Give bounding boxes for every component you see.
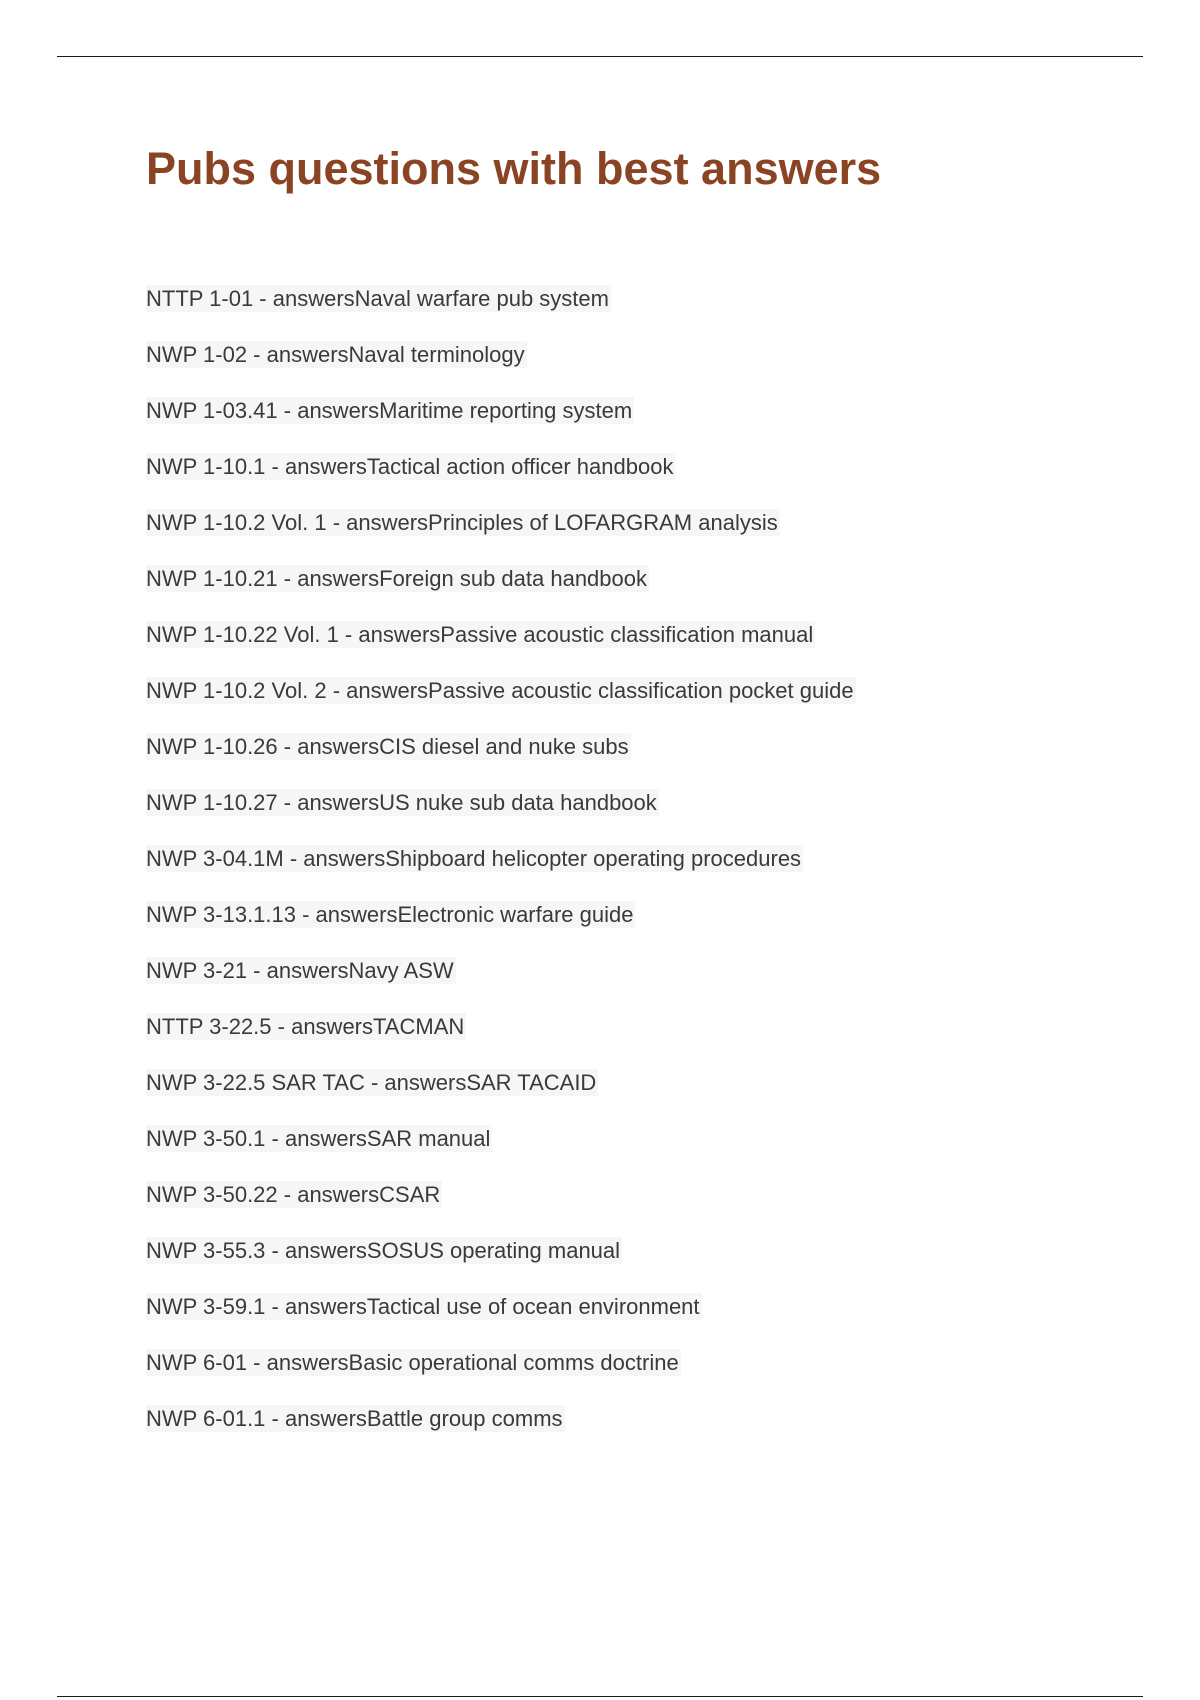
list-item-text: NWP 1-10.2 Vol. 1 - answersPrinciples of LOFARGRAM analysis (146, 510, 778, 535)
list-item (146, 1178, 856, 1234)
list-item-text: NTTP 3-22.5 - answersTACMAN (146, 1014, 465, 1039)
list-item-text: NWP 1-10.1 - answersTactical action officer handbook (146, 454, 674, 479)
list-item-text: NWP 1-10.22 Vol. 1 - answersPassive acoustic classification manual (146, 622, 814, 647)
list-item-text: NWP 1-03.41 - answersMaritime reporting system (146, 398, 633, 423)
list-item-text: NWP 1-02 - answersNaval terminology (146, 342, 525, 367)
list-item-text: NWP 3-04.1M - answersShipboard helicopter operating procedures (146, 846, 802, 871)
list-item-text: NWP 1-10.21 - answersForeign sub data handbook (146, 566, 647, 591)
list-item-text: NWP 6-01.1 - answersBattle group comms (146, 1406, 563, 1431)
list-item (146, 1010, 856, 1066)
list-item-text: NWP 3-55.3 - answersSOSUS operating manual (146, 1238, 621, 1263)
list-item (146, 1346, 856, 1402)
list-item (146, 1290, 856, 1346)
list-item (146, 842, 856, 898)
list-item (146, 1066, 856, 1122)
list-item (146, 674, 856, 730)
list-item-text: NWP 6-01 - answersBasic operational comms doctrine (146, 1350, 679, 1375)
list-item-text: NWP 3-22.5 SAR TAC - answersSAR TACAID (146, 1070, 597, 1095)
list-item (146, 338, 856, 394)
list-item-text: NTTP 1-01 - answersNaval warfare pub system (146, 286, 609, 311)
list-item-text: NWP 3-50.1 - answersSAR manual (146, 1126, 491, 1151)
list-item-text: NWP 3-50.22 - answersCSAR (146, 1182, 441, 1207)
list-item (146, 562, 856, 618)
list-item (146, 1234, 856, 1290)
list-item (146, 1402, 856, 1458)
list-item (146, 1122, 856, 1178)
list-item-text: NWP 1-10.27 - answersUS nuke sub data handbook (146, 790, 657, 815)
list-item (146, 506, 856, 562)
list-item-text: NWP 1-10.26 - answersCIS diesel and nuke subs (146, 734, 629, 759)
list-item (146, 786, 856, 842)
list-item (146, 730, 856, 786)
list-item-text: NWP 3-59.1 - answersTactical use of ocean environment (146, 1294, 700, 1319)
page-title: Pubs questions with best answers (146, 143, 882, 194)
list-item-text: NWP 3-21 - answersNavy ASW (146, 958, 454, 983)
list-item (146, 898, 856, 954)
list-item (146, 450, 856, 506)
list-item-text: NWP 1-10.2 Vol. 2 - answersPassive acoustic classification pocket guide (146, 678, 854, 703)
list-item (146, 282, 856, 338)
list-item-text: NWP 3-13.1.13 - answersElectronic warfare guide (146, 902, 634, 927)
top-divider (57, 56, 1143, 57)
list-item (146, 954, 856, 1010)
bottom-divider (57, 1696, 1143, 1697)
pub-list (146, 282, 856, 1458)
list-item (146, 618, 856, 674)
list-item (146, 394, 856, 450)
